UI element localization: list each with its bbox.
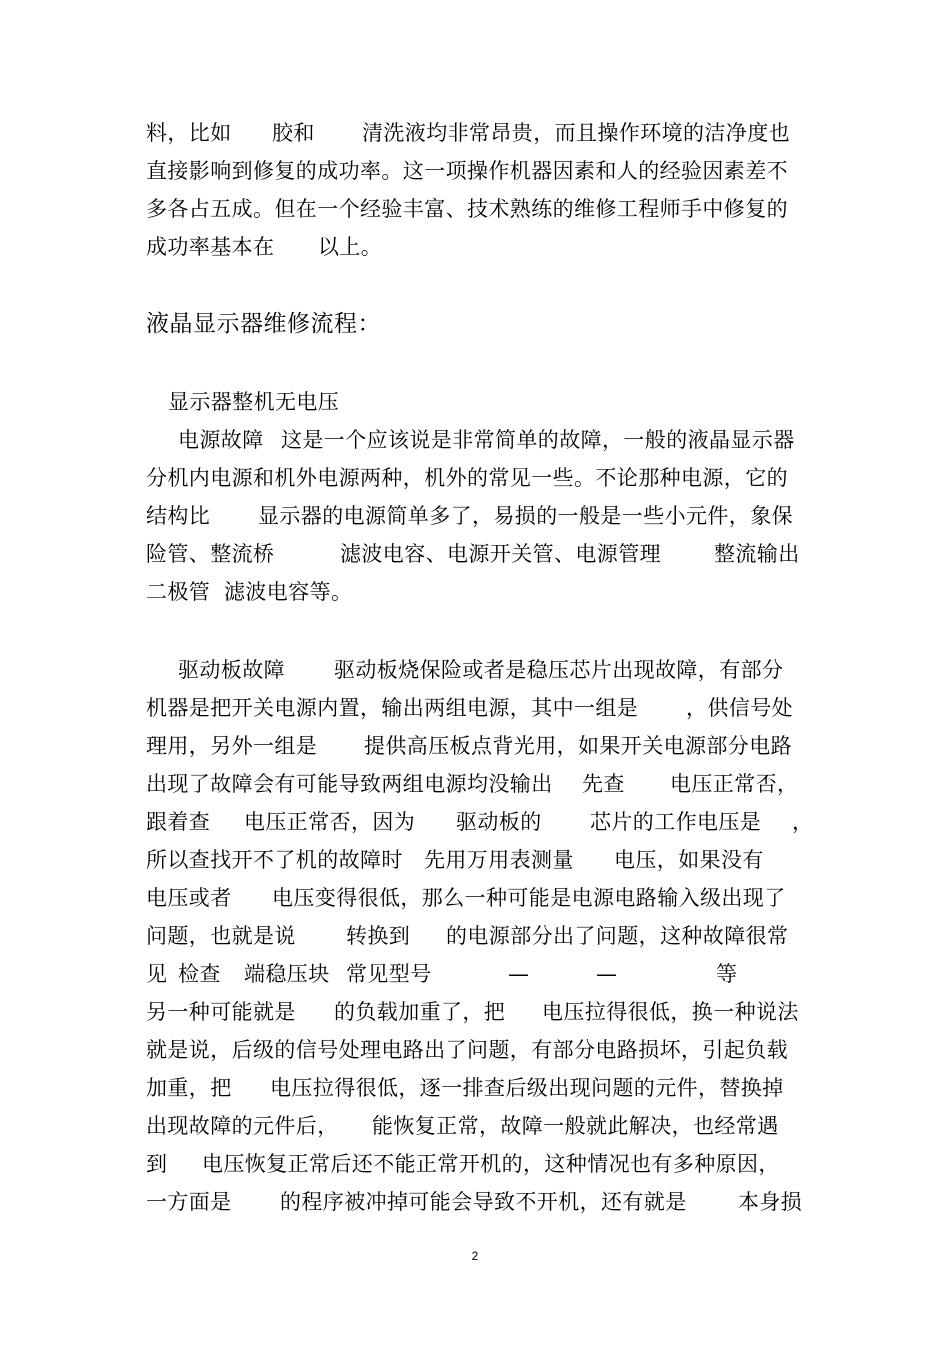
text-segment: 胶和 (272, 121, 315, 145)
text-line (0, 957, 950, 991)
text-line (0, 1071, 950, 1105)
text-segment: 成功率基本在 (146, 235, 275, 259)
text-segment: 出现了故障会有可能导致两组电源均没输出 (146, 772, 553, 796)
text-line (0, 1147, 950, 1181)
text-segment: 显示器整机无电压 (168, 390, 340, 414)
text-line (0, 1033, 950, 1067)
text-segment: 本身损 (738, 1190, 803, 1214)
text-line (0, 461, 950, 495)
text-segment: 加重，把 (146, 1076, 232, 1100)
text-segment: 整流输出 (714, 542, 800, 566)
text-segment: 提供高压板点背光用，如果开关电源部分电路 (364, 734, 792, 758)
text-segment: 二极管 (146, 580, 211, 604)
text-segment: 料，比如 (146, 121, 232, 145)
text-segment: 这是一个应该说是非常简单的故障，一般的液晶显示器 (281, 428, 795, 452)
text-line (0, 767, 950, 801)
text-line (0, 499, 950, 533)
text-segment: 问题，也就是说 (146, 924, 296, 948)
text-line (0, 537, 950, 571)
text-segment: 芯片的工作电压是 (590, 810, 762, 834)
text-segment: 险管、整流桥 (146, 542, 275, 566)
text-line (0, 843, 950, 877)
text-segment: 直接影响到修复的成功率。这一项操作机器因素和人的经验因素差不 (146, 159, 788, 183)
text-segment: 显示器的电源简单多了，易损的一般是一些小元件，象保 (258, 504, 793, 528)
text-segment: 滤波电容等。 (224, 580, 353, 604)
text-line (0, 575, 950, 609)
text-segment: 一方面是 (146, 1190, 232, 1214)
text-segment: 电压，如果没有 (614, 848, 764, 872)
text-segment: 以上。 (318, 235, 383, 259)
text-segment: 电压或者 (146, 886, 232, 910)
text-segment: ，供信号处 (686, 696, 793, 720)
text-segment: 出现故障的元件后， (146, 1114, 339, 1138)
text-segment: 电压拉得很低，逐一排查后级出现问题的元件，替换掉 (270, 1076, 784, 1100)
text-line (0, 691, 950, 725)
text-line (0, 192, 950, 226)
text-segment: 转换到 (346, 924, 411, 948)
text-segment: 见 (146, 962, 168, 986)
text-segment: 驱动板故障 (178, 658, 285, 682)
text-line (0, 881, 950, 915)
text-segment: 驱动板烧保险或者是稳压芯片出现故障，有部分 (334, 658, 784, 682)
text-line (0, 805, 950, 839)
text-segment: 另一种可能就是 (146, 1000, 296, 1024)
text-line (0, 729, 950, 763)
text-segment: 电压变得很低，那么一种可能是电源电路输入级出现了 (272, 886, 786, 910)
text-segment: 端稳压块 (244, 962, 330, 986)
text-segment: 到 (146, 1152, 168, 1176)
text-segment: 清洗液均非常昂贵，而且操作环境的洁净度也 (362, 121, 790, 145)
text-segment: 电压正常否，因为 (244, 810, 416, 834)
text-segment: 结构比 (146, 504, 211, 528)
section-heading: 液晶显示器维修流程： (146, 311, 381, 337)
text-segment: 的负载加重了，把 (334, 1000, 506, 1024)
text-line (0, 1109, 950, 1143)
text-segment: 电源故障 (178, 428, 264, 452)
text-line (0, 154, 950, 188)
text-line (0, 919, 950, 953)
text-line (0, 653, 950, 687)
text-segment: 机器是把开关电源内置，输出两组电源，其中一组是 (146, 696, 639, 720)
text-segment: 检查 (178, 962, 221, 986)
text-segment: — (508, 962, 530, 986)
text-segment: 滤波电容、电源开关管、电源管理 (340, 542, 661, 566)
text-segment: ， (792, 810, 814, 834)
text-segment: 多各占五成。但在一个经验丰富、技术熟练的维修工程师手中修复的 (146, 197, 788, 221)
text-segment: 的电源部分出了问题，这种故障很常 (446, 924, 789, 948)
text-segment: — (596, 962, 618, 986)
text-segment: 电压拉得很低，换一种说法 (542, 1000, 799, 1024)
text-segment: 先查 (582, 772, 625, 796)
text-line (0, 995, 950, 1029)
text-line (0, 116, 950, 150)
text-segment: 能恢复正常，故障一般就此解决，也经常遇 (372, 1114, 779, 1138)
text-segment: 常见型号 (346, 962, 432, 986)
text-line (0, 423, 950, 457)
text-segment: 驱动板的 (456, 810, 542, 834)
text-segment: 等 (716, 962, 738, 986)
text-segment: 先用万用表测量 (424, 848, 574, 872)
text-segment: 分机内电源和机外电源两种，机外的常见一些。不论那种电源，它的 (146, 466, 788, 490)
text-segment: 的程序被冲掉可能会导致不开机，还有就是 (280, 1190, 687, 1214)
text-segment: 电压恢复正常后还不能正常开机的，这种情况也有多种原因， (202, 1152, 780, 1176)
text-segment: 就是说，后级的信号处理电路出了问题，有部分电路损坏，引起负载 (146, 1038, 788, 1062)
text-segment: 电压正常否， (670, 772, 799, 796)
text-line (0, 230, 950, 264)
text-segment: 所以查找开不了机的故障时 (146, 848, 403, 872)
text-segment: 跟着查 (146, 810, 211, 834)
text-line (0, 1185, 950, 1219)
page-number: 2 (471, 1249, 479, 1263)
text-segment: 理用，另外一组是 (146, 734, 318, 758)
subsection-title (0, 385, 950, 419)
